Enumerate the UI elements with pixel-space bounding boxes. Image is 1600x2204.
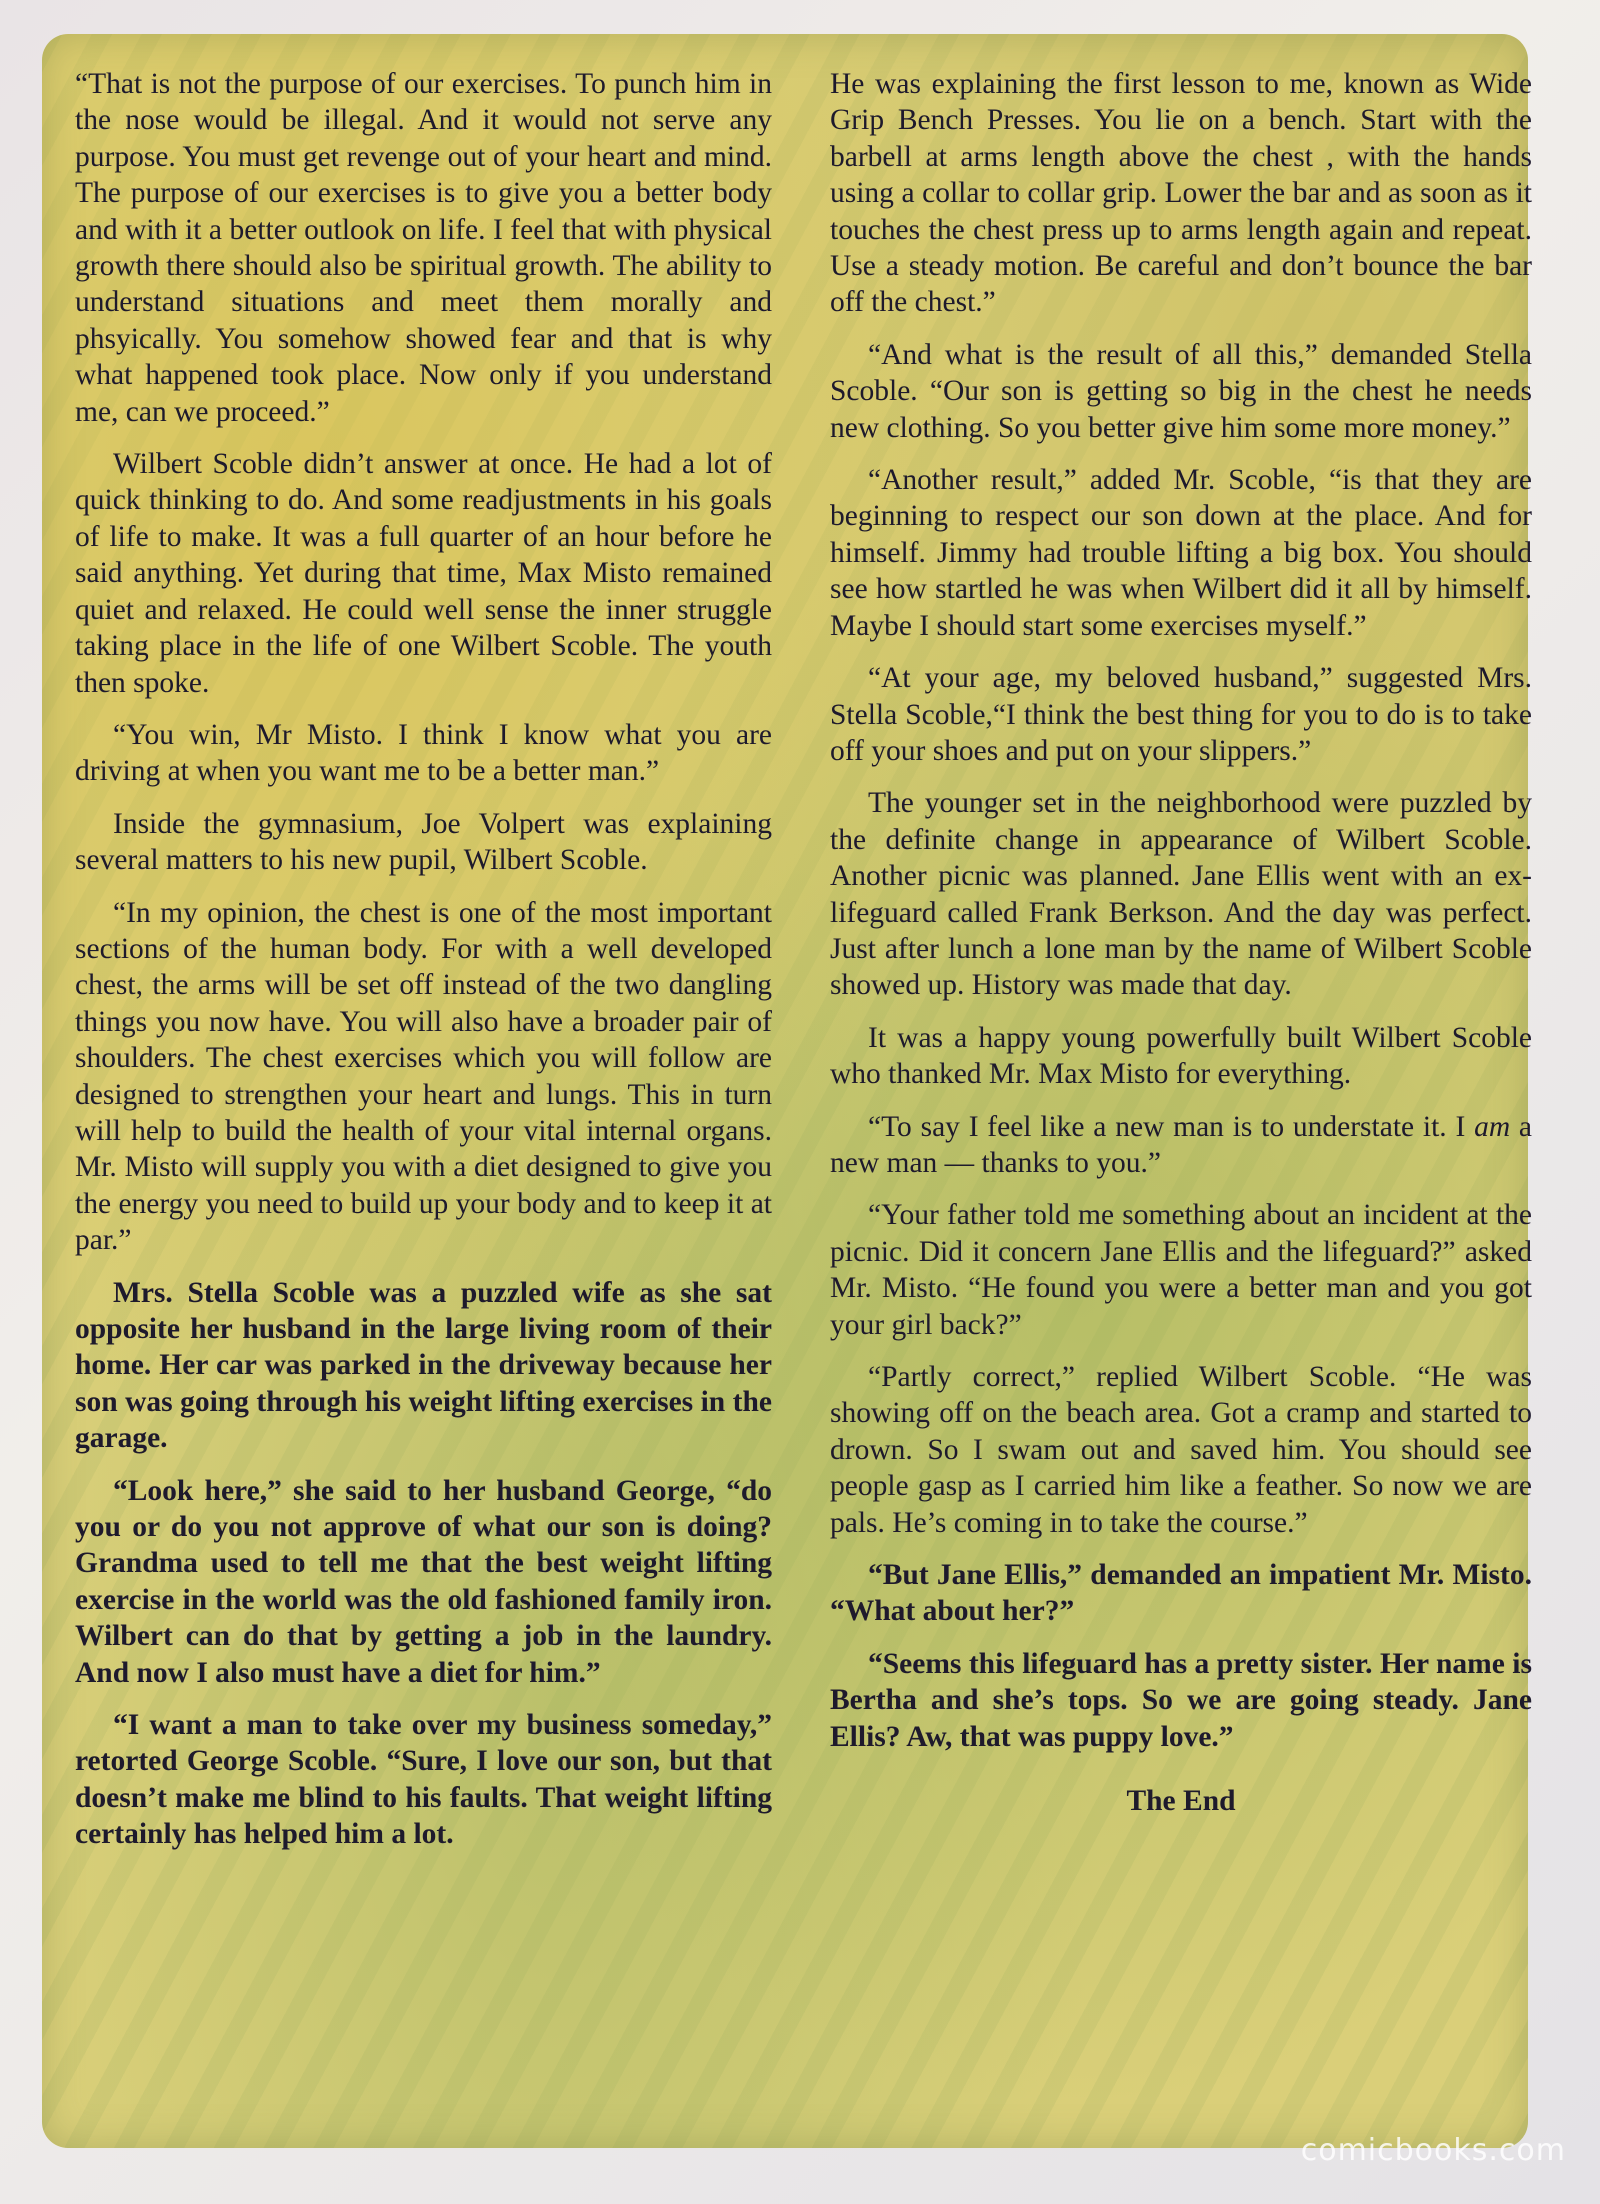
- paragraph: “I want a man to take over my business someday,” retorted George Scoble. “Sure, I love our son, but that doesn’t make me blind to his faults. That weight lifting certainly has helped him a lot.: [75, 1709, 772, 1851]
- paragraph: “You win, Mr Misto. I think I know what you are driving at when you want me to be a better man.”: [75, 718, 772, 788]
- paragraph: Wilbert Scoble didn’t answer at once. He had a lot of quick thinking to do. And some readjustments in his goals of life to make. It was a full quarter of an hour before he said anything. Yet during that time, Max Misto remained quiet and relaxed. He could well sense the inner struggle taking place in the life of one Wilbert Scoble. The youth then spoke.: [75, 448, 772, 699]
- paragraph: “That is not the purpose of our exercises. To punch him in the nose would be illegal. And it would not serve any purpose. You must get revenge out of your heart and mind. The purpose of our exercises is to give you a better body and with it a better outlook on life. I feel that with physical growth there should also be spiritual growth. The ability to understand situations and meet them morally and phsyically. You somehow showed fear and that is why what happened took place. Now only if you understand me, can we proceed.”: [75, 68, 772, 428]
- watermark: comicbooks.com: [1300, 2133, 1566, 2168]
- paragraph: “Another result,” added Mr. Scoble, “is that they are beginning to respect our son down at the place. And for himself. Jimmy had trouble lifting a big box. You should see how startled he was when Wilbert did it all by himself. Maybe I should start some exercises myself.”: [830, 464, 1532, 642]
- paragraph: “Look here,” she said to her husband George, “do you or do you not approve of what our son is doing? Grandma used to tell me that the best weight lifting exercise in the world was the old fashioned family iron. Wilbert can do that by getting a job in the laundry. And now I also must have a diet for him.”: [75, 1474, 772, 1689]
- paragraph: Inside the gymnasium, Joe Volpert was explaining several matters to his new pupil, Wilbert Scoble.: [75, 807, 772, 877]
- paragraph: “But Jane Ellis,” demanded an impatient Mr. Misto. “What about her?”: [830, 1559, 1532, 1628]
- right-text-column: [830, 66, 1532, 1835]
- paragraph: “In my opinion, the chest is one of the most important sections of the human body. For with a well developed chest, the arms will be set off instead of the two dangling things you now have. You will also have a broader pair of shoulders. The chest exercises which you will follow are designed to strengthen your heart and lungs. This in turn will help to build the health of your vital internal organs. Mr. Misto will supply you with a diet designed to give you the energy you need to build up your body and to keep it at par.”: [75, 896, 772, 1257]
- the-end-label: The End: [1126, 1785, 1236, 1818]
- left-text-column: [75, 66, 772, 1869]
- paragraph: “Partly correct,” replied Wilbert Scoble. “He was showing off on the beach area. Got a cramp and started to drown. So I swam out and saved him. You should see people gasp as I carried him like a feather. So now we are pals. He’s coming in to take the course.”: [830, 1361, 1532, 1539]
- paragraph-text: a new man — thanks to you.”: [830, 1110, 1533, 1179]
- paragraph: The younger set in the neighborhood were puzzled by the definite change in appearance of Wilbert Scoble. Another picnic was planned. Jane Ellis went with an ex-lifeguard called Frank Berkson. And the day was perfect. Just after lunch a lone man by the name of Wilbert Scoble showed up. History was made that day.: [830, 787, 1532, 1002]
- paragraph: Mrs. Stella Scoble was a puzzled wife as she sat opposite her husband in the large living room of their home. Her car was parked in the driveway because her son was going through his weight lifting exercises in the garage.: [75, 1276, 772, 1455]
- emphasis-text: am: [1474, 1110, 1511, 1143]
- paragraph: He was explaining the first lesson to me, known as Wide Grip Bench Presses. You lie on a bench. Start with the barbell at arms length above the chest , with the hands using a collar to collar grip. Lower the bar and as soon as it touches the chest press up to arms length again and repeat. Use a steady motion. Be careful and don’t bounce the bar off the chest.”: [830, 68, 1532, 319]
- paragraph: It was a happy young powerfully built Wilbert Scoble who thanked Mr. Max Misto for everything.: [830, 1021, 1532, 1091]
- paragraph: “Your father told me something about an incident at the picnic. Did it concern Jane Ellis and the lifeguard?” asked Mr. Misto. “He found you were a better man and you got your girl back?”: [830, 1199, 1532, 1341]
- paragraph: “Seems this lifeguard has a pretty sister. Her name is Bertha and she’s tops. So we are going steady. Jane Ellis? Aw, that was puppy love.”: [830, 1647, 1532, 1753]
- paragraph: “At your age, my beloved husband,” suggested Mrs. Stella Scoble,“I think the best thing for you to do is to take off your shoes and put on your slippers.”: [830, 662, 1532, 767]
- paragraph-text: “To say I feel like a new man is to understate it. I: [868, 1110, 1475, 1143]
- paragraph: [830, 1109, 1532, 1182]
- paragraph: “And what is the result of all this,” demanded Stella Scoble. “Our son is getting so big in the chest he needs new clothing. So you better give him some more money.”: [830, 338, 1532, 444]
